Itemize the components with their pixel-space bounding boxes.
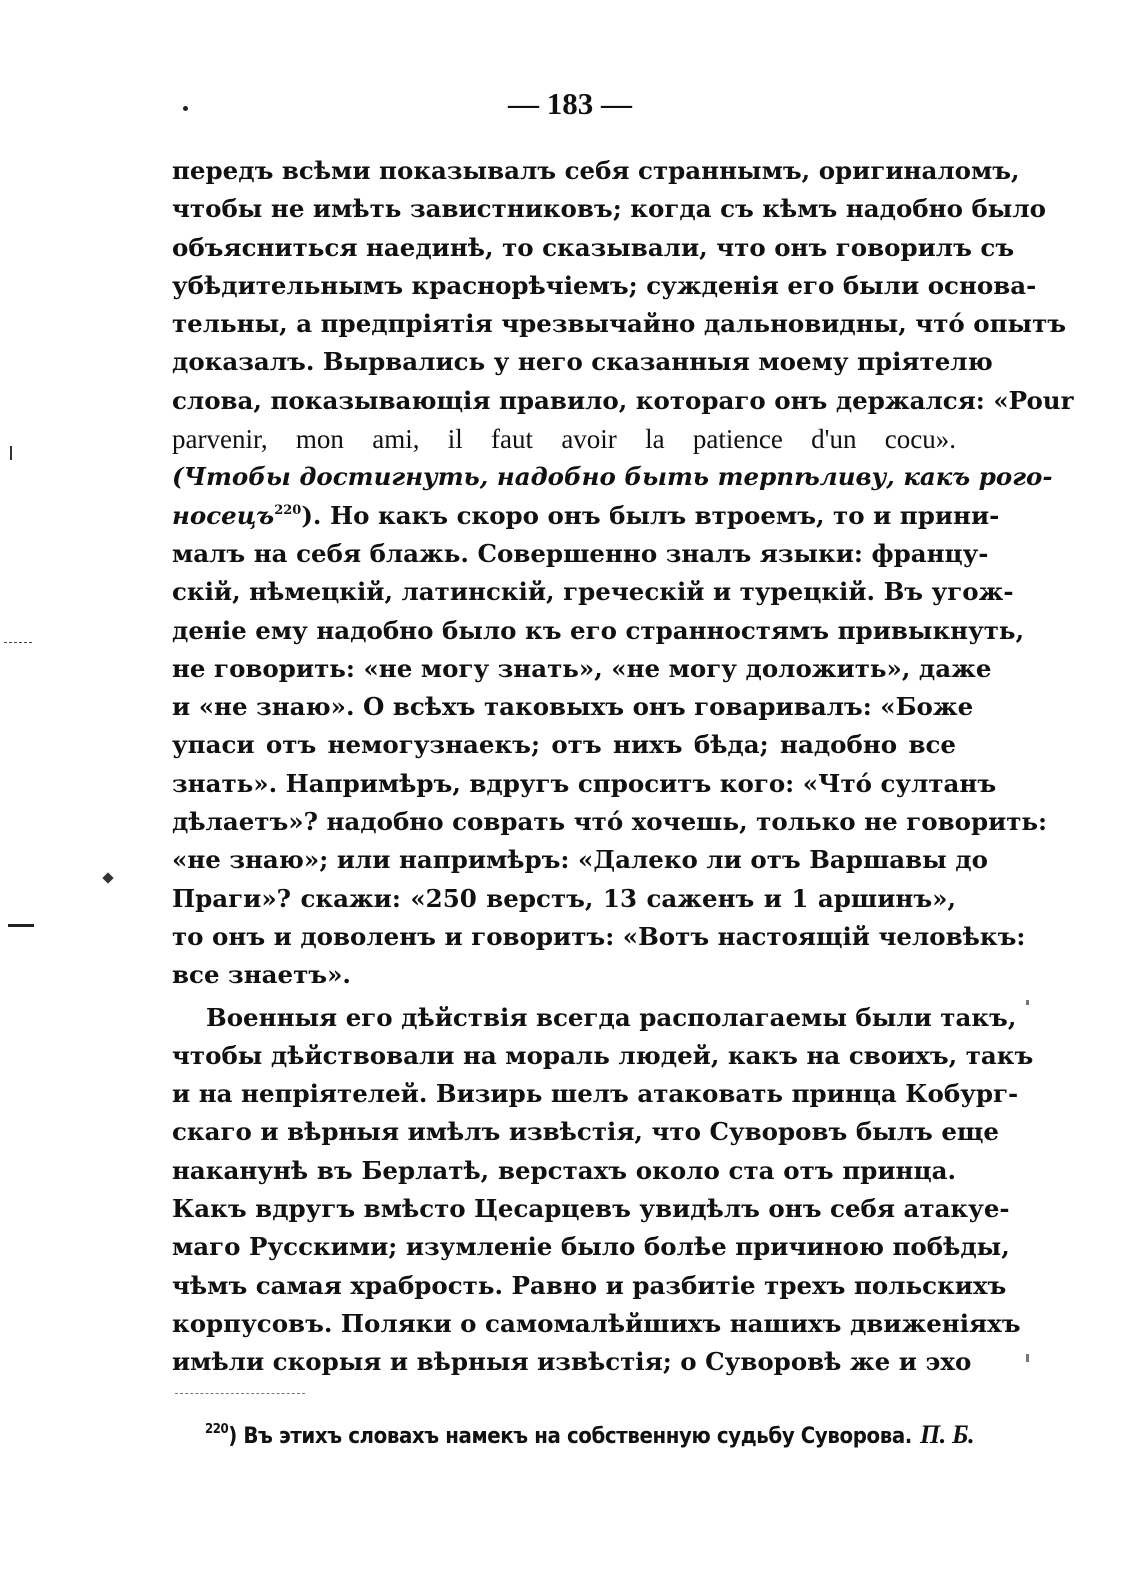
italic-word: носецъ: [172, 500, 275, 530]
text-line: убѣдительнымъ краснорѣчіемъ; сужденія его были основа-: [172, 270, 1037, 300]
line-rest: ). Но какъ скоро онъ былъ втроемъ, то и прини-: [301, 500, 1000, 530]
text-line: не говорить: «не могу знать», «не могу доложить», даже: [172, 653, 992, 683]
footnote-text: ) Въ этихъ словахъ намекъ на собственную судьбу Суворова.: [228, 1424, 912, 1449]
footnote: [205, 1420, 975, 1450]
text-line: маго Русскими; изумленіе было болѣе причиною побѣды,: [172, 1232, 1010, 1262]
text-line: то онъ и доволенъ и говоритъ: «Вотъ настоящій человѣкъ:: [172, 921, 1026, 951]
paragraph-start: Военныя его дѣйствія всегда располагаемы были такъ,: [206, 1002, 1017, 1032]
text-line: и «не знаю». О всѣхъ таковыхъ онъ говаривалъ: «Боже: [172, 692, 974, 722]
footnote-mark: 220: [205, 1422, 229, 1437]
text-line: скаго и вѣрныя имѣлъ извѣстія, что Суворовъ былъ еще: [172, 1117, 1000, 1147]
text-line: малъ на себя блажь. Совершенно зналъ языки: францу-: [172, 538, 989, 568]
text-line: наканунѣ въ Берлатѣ, верстахъ около ста отъ принца.: [172, 1155, 956, 1185]
text-line: чтобы дѣйствовали на мораль людей, какъ на своихъ, такъ: [172, 1040, 1034, 1070]
text-line: объясниться наединѣ, то сказывали, что онъ говорилъ съ: [172, 232, 1015, 262]
text-line: все знаетъ».: [172, 960, 351, 990]
margin-mark: [4, 642, 32, 644]
footnote-signature: П. Б.: [919, 1420, 975, 1449]
text-line: доказалъ. Вырвались у него сказанныя моему пріятелю: [172, 347, 993, 377]
text-line-french: parvenir, mon ami, il faut avoir la patience d'un cocu».: [172, 424, 956, 455]
text-line: дѣлаетъ»? надобно соврать что́ хочешь, только не говорить:: [172, 807, 1048, 837]
margin-mark: [10, 446, 12, 460]
footnote-ref[interactable]: 220: [274, 502, 302, 518]
margin-mark: [8, 924, 34, 927]
margin-mark: [1026, 1354, 1029, 1362]
text-line: корпусовъ. Поляки о самомалѣйшихъ нашихъ движеніяхъ: [172, 1308, 1021, 1338]
text-line: имѣли скорыя и вѣрныя извѣстія; о Суворовѣ же и эхо: [172, 1347, 972, 1377]
text-line: скій, нѣмецкій, латинскій, греческій и турецкій. Въ угож-: [172, 577, 1014, 607]
text-line: чтобы не имѣть завистниковъ; когда съ кѣмъ надобно было: [172, 194, 1046, 224]
text-line: и на непріятелей. Визирь шелъ атаковать принца Кобург-: [172, 1079, 1019, 1109]
margin-mark: [102, 872, 113, 883]
text-line-footnote-ref: [172, 497, 1000, 535]
text-line: Праги»? скажи: «250 верстъ, 13 саженъ и 1 аршинъ»,: [172, 883, 956, 913]
dot-mark: [183, 106, 188, 111]
text-line-italic: (Чтобы достигнуть, надобно быть терпѣливу, какъ рого-: [172, 462, 1053, 492]
margin-mark: [1026, 1000, 1029, 1005]
text-line: передъ всѣми показывалъ себя страннымъ, оригиналомъ,: [172, 156, 1020, 185]
text-line: чѣмъ самая храбрость. Равно и разбитіе трехъ польскихъ: [172, 1270, 1007, 1300]
text-line: знать». Напримѣръ, вдругъ спроситъ кого: «Что́ султанъ: [172, 768, 997, 798]
body-text: [172, 152, 1074, 1382]
text-line: упаси отъ немогузнаекъ; отъ нихъ бѣда; надобно все: [172, 730, 956, 760]
text-line: тельны, а предпріятія чрезвычайно дальновидны, что́ опытъ: [172, 309, 1067, 339]
text-line: Какъ вдругъ вмѣсто Цесарцевъ увидѣлъ онъ себя атакуе-: [172, 1194, 1010, 1224]
footnote-divider: [175, 1393, 305, 1394]
text-line: слова, показывающія правило, котораго онъ держался: «Pour: [172, 385, 1074, 415]
page-number: — 183 —: [508, 86, 632, 121]
text-line: деніе ему надобно было къ его странностямъ привыкнуть,: [172, 615, 1025, 645]
text-line: «не знаю»; или напримѣръ: «Далеко ли отъ Варшавы до: [172, 845, 988, 875]
